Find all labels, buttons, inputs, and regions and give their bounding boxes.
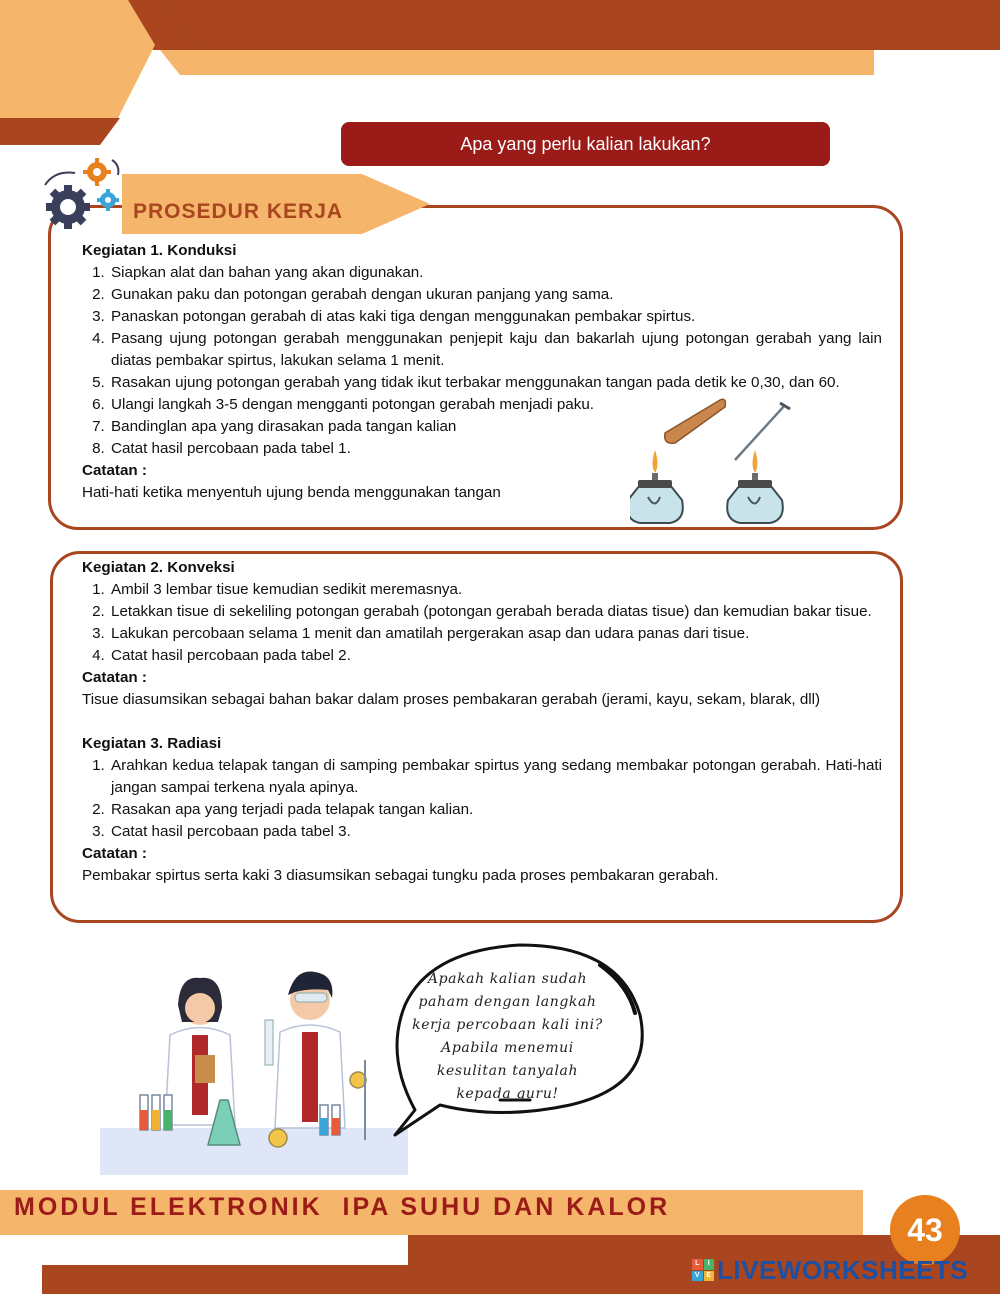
activity-3-note-label: Catatan :	[82, 845, 147, 862]
activity-1-title: Kegiatan 1. Konduksi	[82, 242, 237, 259]
list-item: 3. Catat hasil percobaan pada tabel 3.	[109, 821, 882, 843]
list-item: 3. Panaskan potongan gerabah di atas kaki tiga dengan menggunakan pembakar spirtus.	[109, 306, 882, 328]
activity-2-steps	[82, 579, 882, 667]
spirit-burner-illustration	[630, 385, 810, 530]
activity-3-note: Pembakar spirtus serta kaki 3 diasumsikan sebagai tungku pada proses pembakaran gerabah.	[82, 867, 719, 884]
activity-2-note: Tisue diasumsikan sebagai bahan bakar dalam proses pembakaran gerabah (jerami, kayu, sekam, blarak, dll)	[82, 691, 821, 708]
list-item: 1. Siapkan alat dan bahan yang akan digunakan.	[109, 262, 882, 284]
scientists-illustration	[100, 960, 410, 1175]
liveworksheets-brand[interactable]	[692, 1255, 968, 1285]
bubble-text	[395, 968, 620, 1106]
logo-letter: V	[692, 1271, 703, 1282]
logo-letter: I	[704, 1259, 715, 1270]
bubble-line: kepada guru!	[456, 1086, 559, 1102]
list-item: 2. Letakkan tisue di sekeliling potongan gerabah (potongan gerabah berada diatas tisue) dan kemudian bakar tisue.	[109, 601, 882, 623]
activity-2-note-label: Catatan :	[82, 669, 147, 686]
liveworksheets-logo-icon	[692, 1259, 714, 1281]
list-item: 2. Gunakan paku dan potongan gerabah dengan ukuran panjang yang sama.	[109, 284, 882, 306]
activity-3-steps	[82, 755, 882, 843]
list-item: 4. Pasang ujung potongan gerabah menggunakan penjepit kaju dan bakarlah ujung potongan gerabah yang lain diatas pembakar spirtus, lakukan selama 1 menit.	[109, 328, 882, 372]
list-item: 8. Catat hasil percobaan pada tabel 1.	[109, 438, 882, 460]
logo-letter: E	[704, 1271, 715, 1282]
procedure-title: PROSEDUR KERJA	[133, 200, 344, 223]
bubble-line: Apakah kalian sudah	[427, 971, 588, 987]
list-item: 5. Rasakan ujung potongan gerabah yang tidak ikut terbakar menggunakan tangan pada detik ke 0,30, dan 60.	[109, 372, 882, 394]
logo-letter: L	[692, 1259, 703, 1270]
list-item: 3. Lakukan percobaan selama 1 menit dan amatilah pergerakan asap dan udara panas dari tisue.	[109, 623, 882, 645]
activity-3-title: Kegiatan 3. Radiasi	[82, 735, 222, 752]
list-item: 4. Catat hasil percobaan pada tabel 2.	[109, 645, 882, 667]
gears-icon	[40, 155, 125, 235]
list-item: 7. Bandinglan apa yang dirasakan pada tangan kalian	[109, 416, 882, 438]
footer-title: MODUL ELEKTRONIK IPA SUHU DAN KALOR	[14, 1193, 671, 1221]
bubble-line: paham dengan langkah	[418, 994, 597, 1010]
question-banner: Apa yang perlu kalian lakukan?	[341, 122, 830, 166]
activity-1-note: Hati-hati ketika menyentuh ujung benda menggunakan tangan	[82, 484, 501, 501]
activity-2-3-content	[82, 557, 882, 887]
list-item: 1. Ambil 3 lembar tisue kemudian sedikit meremasnya.	[109, 579, 882, 601]
activity-1-note-label: Catatan :	[82, 462, 147, 479]
bubble-line: kesulitan tanyalah	[436, 1063, 579, 1079]
list-item: 2. Rasakan apa yang terjadi pada telapak tangan kalian.	[109, 799, 882, 821]
liveworksheets-text: LIVEWORKSHEETS	[717, 1254, 969, 1285]
activity-2-title: Kegiatan 2. Konveksi	[82, 559, 235, 576]
page-number: 43	[890, 1195, 960, 1265]
bubble-line: kerja percobaan kali ini?	[412, 1017, 603, 1033]
bubble-line: Apabila menemui	[441, 1040, 574, 1056]
list-item: 1. Arahkan kedua telapak tangan di samping pembakar spirtus yang sedang membakar potongan gerabah. Hati-hati jangan sampai terkena nyala apinya.	[109, 755, 882, 799]
list-item: 6. Ulangi langkah 3-5 dengan mengganti potongan gerabah menjadi paku.	[109, 394, 882, 416]
